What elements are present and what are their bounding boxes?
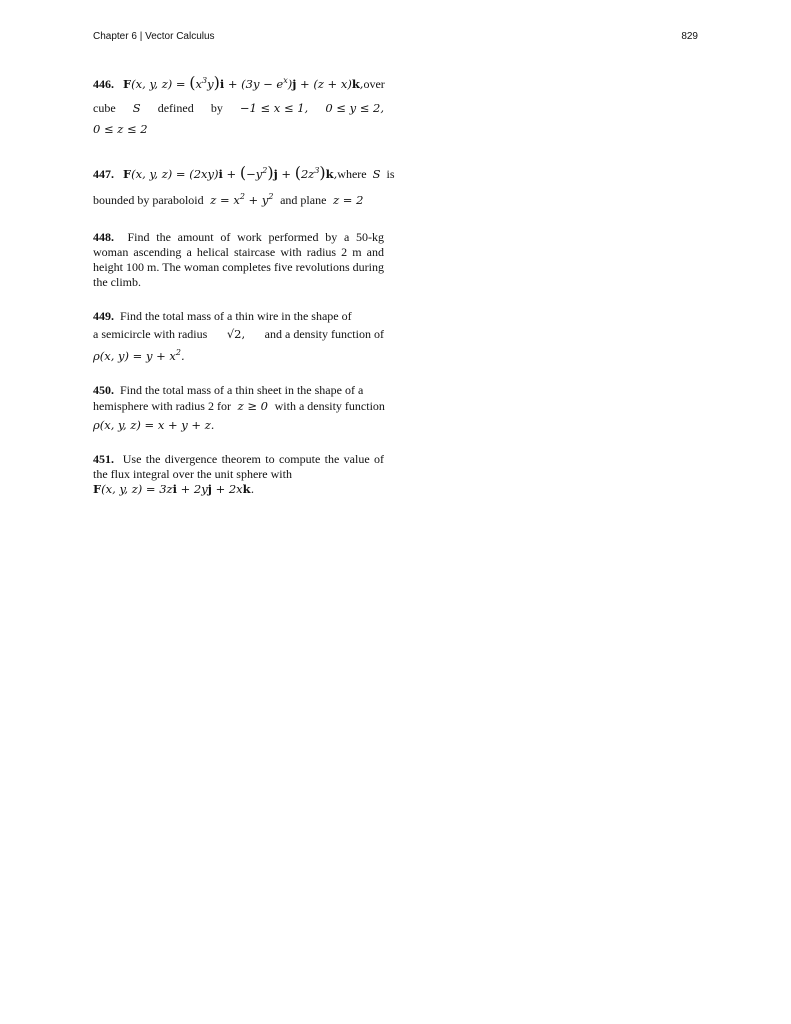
page-header bbox=[93, 31, 698, 45]
exercise-number: 449. bbox=[93, 309, 114, 323]
exercise-column bbox=[93, 72, 395, 511]
exercise-451: 451. Use the divergence theorem to compute the value of the flux integral over the unit sphere with F(x, y, z) = 3zi + 2yj + 2xk. bbox=[93, 452, 385, 496]
vector-field-formula: F(x, y, $z) = (2xy)i + (-y^2)j + (2z^3)k$, bbox=[123, 163, 338, 182]
exercise-number: 451. bbox=[93, 452, 114, 466]
chapter-title: Chapter 6 | Vector Calculus bbox=[93, 31, 215, 42]
exercise-number: 448. bbox=[93, 230, 114, 244]
page-number: 829 bbox=[681, 31, 698, 42]
exercise-446: 446. F(x, y, $z) = (x^3y)i + (3y - e^x)j + (z + x)k$, over cube S defined by −1 ≤ x ≤ 1, 0 ≤ y ≤ 2, 0 ≤ z ≤ 2 bbox=[93, 73, 385, 136]
vector-field-formula: F(x, y, z) = 3zi + 2yj + 2xk. bbox=[93, 482, 255, 496]
hemisphere-condition: z ≥ 0 bbox=[233, 399, 272, 413]
plane-formula: z = 2 bbox=[329, 193, 364, 207]
exercise-number: 447. bbox=[93, 167, 114, 181]
paraboloid-formula: $z = x^2 + y^2$ bbox=[206, 192, 274, 207]
exercise-number: 450. bbox=[93, 383, 114, 397]
exercise-449: 449. Find the total mass of a thin wire in the shape of a semicircle with radius √2, and a density function of ρ(x, $y) = y + x^2$. bbox=[93, 309, 384, 363]
exercise-447: 447. F(x, y, $z) = (2xy)i + (-y^2)j + (2z^3)k$, where S is bounded by paraboloid $z = x^2 + y^2$ and plane z = 2 bbox=[93, 163, 395, 207]
exercise-number: 446. bbox=[93, 77, 114, 91]
density-formula: ρ(x, y, z) = x + y + z. bbox=[93, 418, 215, 432]
density-formula: ρ(x, $y) = y + x^2$. bbox=[93, 348, 185, 363]
exercise-450: 450. Find the total mass of a thin sheet in the shape of a hemisphere with radius 2 for z ≥ 0 with a density function ρ(x, y, z) = x + y + z. bbox=[93, 383, 385, 432]
vector-field-formula: F(x, y, $z) = (x^3y)i + (3y - e^x)j + (z + x)k$, bbox=[123, 73, 364, 92]
exercise-448: 448. Find the amount of work performed by a 50-kg woman ascending a helical staircase with radius 2 m and height 100 m. The woman completes five revolutions during the climb. bbox=[93, 230, 385, 289]
